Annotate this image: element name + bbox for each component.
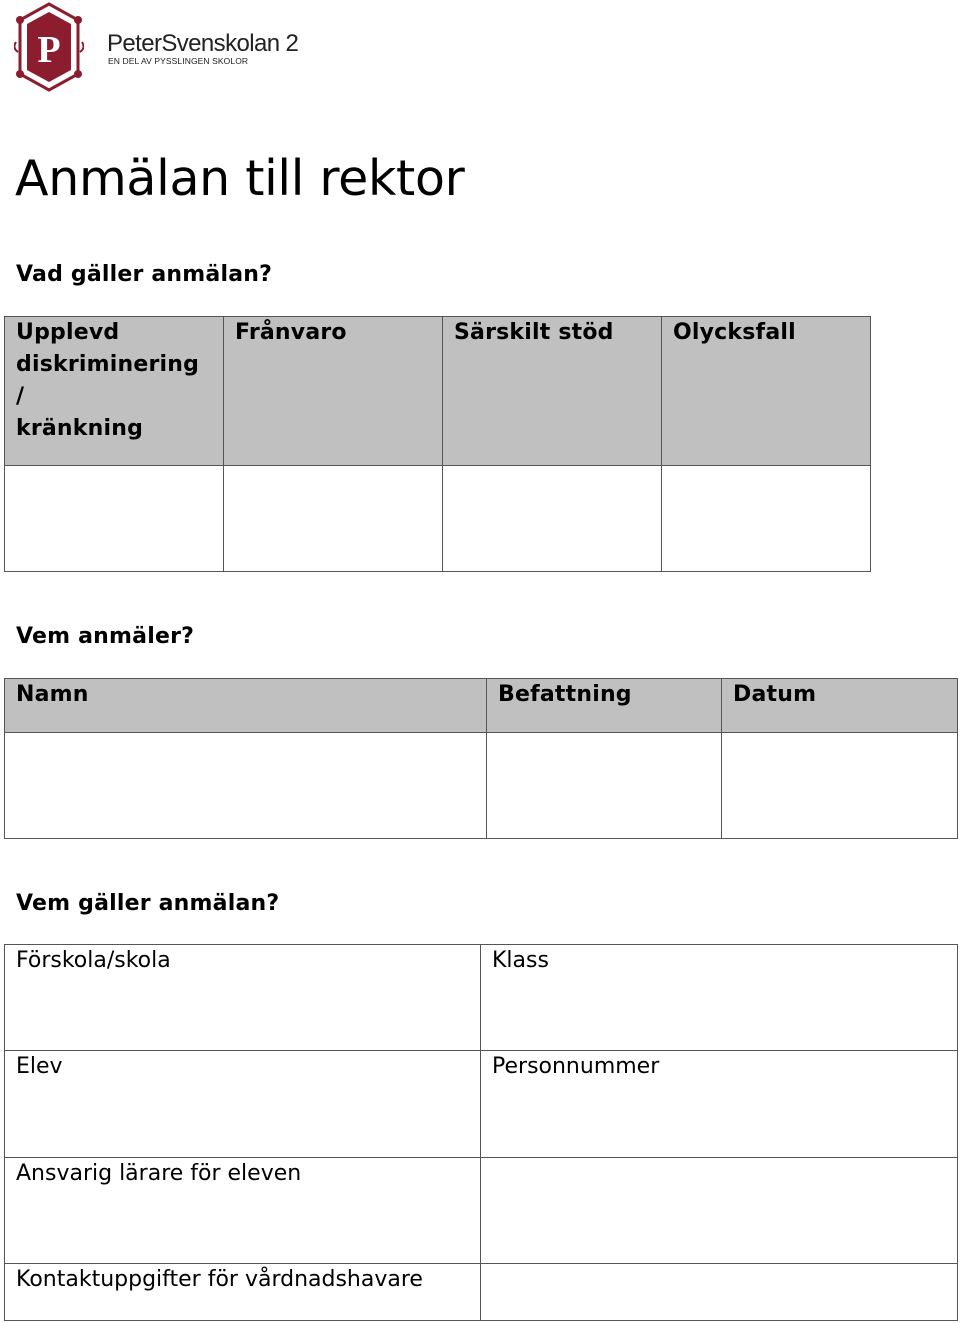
position-header: Befattning xyxy=(487,679,722,733)
school-logo xyxy=(14,2,314,92)
guardian-contact-value-field[interactable] xyxy=(481,1264,958,1321)
page-title: Anmälan till rektor xyxy=(15,150,465,207)
personal-number-field[interactable] xyxy=(481,1051,958,1158)
option-accident-label: Olycksfall xyxy=(673,320,796,345)
report-type-table xyxy=(4,316,871,572)
option-absence-header xyxy=(224,317,443,466)
option-discrimination-line3: / xyxy=(16,384,25,409)
option-discrimination-line4: kränkning xyxy=(16,416,144,441)
option-absence-checkbox[interactable] xyxy=(224,466,443,572)
guardian-contact-field-label: Kontaktuppgifter för vårdnadshavare xyxy=(16,1267,423,1292)
school-field[interactable] xyxy=(5,945,481,1051)
section-reporter-label: Vem anmäler? xyxy=(16,624,195,649)
teacher-value-field[interactable] xyxy=(481,1158,958,1264)
class-field-label: Klass xyxy=(492,948,549,973)
student-field-label: Elev xyxy=(16,1054,63,1079)
option-discrimination-header xyxy=(5,317,224,466)
section-what-label: Vad gäller anmälan? xyxy=(16,262,273,287)
teacher-field[interactable] xyxy=(5,1158,481,1264)
option-absence-label: Frånvaro xyxy=(235,320,347,345)
option-special-support-checkbox[interactable] xyxy=(443,466,662,572)
guardian-contact-field[interactable] xyxy=(5,1264,481,1321)
section-subject-label: Vem gäller anmälan? xyxy=(16,891,280,916)
option-discrimination-line2: diskriminering xyxy=(16,352,200,377)
reporter-table xyxy=(4,678,958,839)
option-discrimination-line1: Upplevd xyxy=(16,320,120,345)
position-input[interactable] xyxy=(487,733,722,839)
personal-number-field-label: Personnummer xyxy=(492,1054,660,1079)
logo-subtitle: EN DEL AV PYSSLINGEN SKOLOR xyxy=(108,56,249,66)
subject-table xyxy=(4,944,958,1321)
name-input[interactable] xyxy=(5,733,487,839)
option-special-support-header xyxy=(443,317,662,466)
name-header: Namn xyxy=(5,679,487,733)
class-field[interactable] xyxy=(481,945,958,1051)
emblem-letter: P xyxy=(37,29,61,71)
option-accident-checkbox[interactable] xyxy=(662,466,871,572)
option-accident-header xyxy=(662,317,871,466)
student-field[interactable] xyxy=(5,1051,481,1158)
teacher-field-label: Ansvarig lärare för eleven xyxy=(16,1161,302,1186)
option-special-support-label: Särskilt stöd xyxy=(454,320,614,345)
date-input[interactable] xyxy=(722,733,958,839)
option-discrimination-checkbox[interactable] xyxy=(5,466,224,572)
logo-school-name: PeterSvenskolan 2 xyxy=(107,30,299,57)
school-field-label: Förskola/skola xyxy=(16,948,171,973)
date-header: Datum xyxy=(722,679,958,733)
school-emblem-icon xyxy=(14,2,84,92)
